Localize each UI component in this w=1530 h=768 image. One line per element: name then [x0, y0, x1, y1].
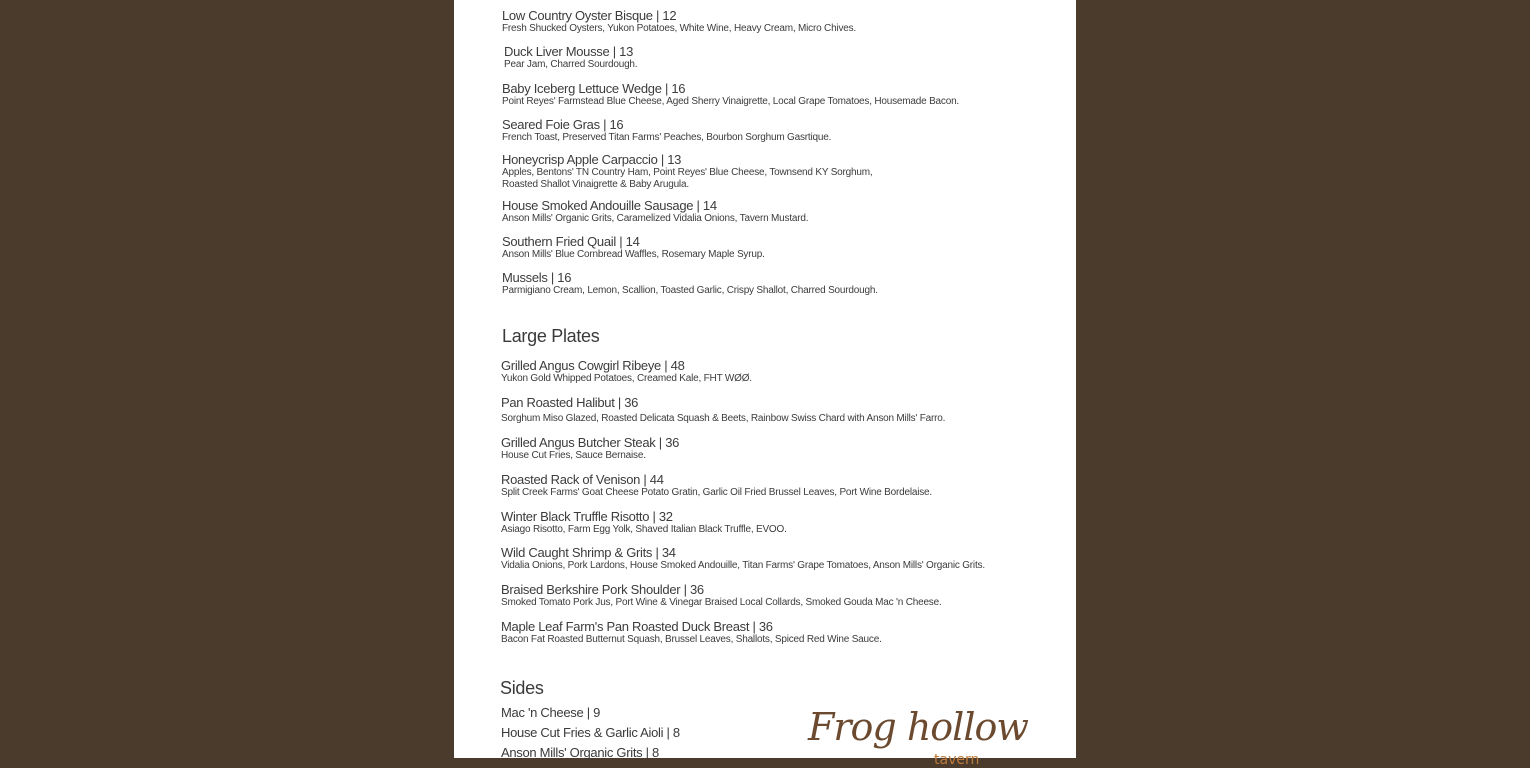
svg-text:Frog hollow: Frog hollow	[808, 705, 1028, 749]
menu-item-desc: Split Creek Farms' Goat Cheese Potato Gratin, Garlic Oil Fried Brussel Leaves, Port Wine Bordelaise.	[501, 487, 932, 498]
menu-item	[502, 153, 872, 190]
menu-item	[501, 473, 932, 499]
menu-item-name: Mussels | 16	[502, 270, 572, 285]
menu-item	[501, 359, 752, 385]
svg-text:tavern: tavern	[934, 752, 980, 768]
menu-item-desc: House Cut Fries, Sauce Bernaise.	[501, 450, 646, 461]
menu-item-desc: Vidalia Onions, Pork Lardons, House Smoked Andouille, Titan Farms' Grape Tomatoes, Anson Mills' Organic Grits.	[501, 560, 985, 571]
menu-item	[502, 199, 808, 225]
side-item: Mac 'n Cheese | 9	[501, 705, 601, 720]
menu-item-name: Braised Berkshire Pork Shoulder | 36	[501, 582, 704, 597]
menu-item	[502, 82, 959, 108]
menu-item-desc: Smoked Tomato Pork Jus, Port Wine & Vinegar Braised Local Collards, Smoked Gouda Mac 'n Cheese.	[501, 597, 942, 608]
menu-item-name: Grilled Angus Butcher Steak | 36	[501, 435, 680, 450]
menu-item-name: Duck Liver Mousse | 13	[504, 44, 633, 59]
menu-item-name: Low Country Oyster Bisque | 12	[502, 8, 677, 23]
menu-item-desc: Fresh Shucked Oysters, Yukon Potatoes, White Wine, Heavy Cream, Micro Chives.	[502, 23, 856, 34]
menu-item-desc-continued: Roasted Shallot Vinaigrette & Baby Arugula.	[502, 178, 689, 190]
menu-item	[501, 436, 679, 462]
menu-item-name: Baby Iceberg Lettuce Wedge | 16	[502, 81, 686, 96]
menu-item-desc: Anson Mills' Blue Cornbread Waffles, Rosemary Maple Syrup.	[502, 249, 765, 260]
menu-item-name: Roasted Rack of Venison | 44	[501, 472, 664, 487]
menu-item-desc: Anson Mills' Organic Grits, Caramelized Vidalia Onions, Tavern Mustard.	[502, 213, 809, 224]
menu-item	[502, 118, 831, 144]
menu-item-name: Grilled Angus Cowgirl Ribeye | 48	[501, 358, 685, 373]
menu-item	[504, 45, 637, 71]
menu-item-name: Wild Caught Shrimp & Grits | 34	[501, 545, 676, 560]
menu-item	[502, 271, 878, 297]
menu-item-desc: Bacon Fat Roasted Butternut Squash, Brussel Leaves, Shallots, Spiced Red Wine Sauce.	[501, 634, 882, 645]
menu-item-name: Honeycrisp Apple Carpaccio | 13	[502, 152, 682, 167]
section-title-large-plates: Large Plates	[502, 326, 600, 346]
menu-page	[454, 0, 1076, 768]
menu-item-desc: Sorghum Miso Glazed, Roasted Delicata Squash & Beets, Rainbow Swiss Chard with Anson Mills' Farro.	[501, 413, 946, 424]
menu-item-desc: Yukon Gold Whipped Potatoes, Creamed Kale, FHT WØØ.	[501, 373, 752, 384]
menu-item-name: Pan Roasted Halibut | 36	[501, 395, 639, 410]
menu-item	[502, 9, 856, 35]
menu-item-desc: Parmigiano Cream, Lemon, Scallion, Toasted Garlic, Crispy Shallot, Charred Sourdough.	[502, 285, 878, 296]
frog-hollow-logo	[806, 688, 1028, 768]
menu-item	[501, 546, 985, 572]
menu-item-name: Seared Foie Gras | 16	[502, 117, 624, 132]
menu-item	[502, 235, 765, 261]
menu-item-name: Winter Black Truffle Risotto | 32	[501, 509, 673, 524]
side-item: Anson Mills' Organic Grits | 8	[501, 745, 659, 760]
menu-item-desc: Asiago Risotto, Farm Egg Yolk, Shaved Italian Black Truffle, EVOO.	[501, 524, 787, 535]
menu-item	[501, 396, 945, 425]
menu-item-desc: Pear Jam, Charred Sourdough.	[504, 59, 638, 70]
menu-item-desc: Apples, Bentons' TN Country Ham, Point Reyes' Blue Cheese, Townsend KY Sorghum,	[502, 167, 873, 178]
section-title-sides: Sides	[500, 678, 544, 698]
side-item: House Cut Fries & Garlic Aioli | 8	[501, 725, 680, 740]
menu-item-name: Maple Leaf Farm's Pan Roasted Duck Breast | 36	[501, 619, 773, 634]
menu-item	[501, 583, 942, 609]
menu-item-desc: Point Reyes' Farmstead Blue Cheese, Aged Sherry Vinaigrette, Local Grape Tomatoes, Housemade Bacon.	[502, 96, 960, 107]
menu-item	[501, 510, 787, 536]
menu-item-name: Southern Fried Quail | 14	[502, 234, 640, 249]
menu-item-desc: French Toast, Preserved Titan Farms' Peaches, Bourbon Sorghum Gasrtique.	[502, 132, 832, 143]
menu-item-name: House Smoked Andouille Sausage | 14	[502, 198, 717, 213]
menu-item	[501, 620, 882, 646]
